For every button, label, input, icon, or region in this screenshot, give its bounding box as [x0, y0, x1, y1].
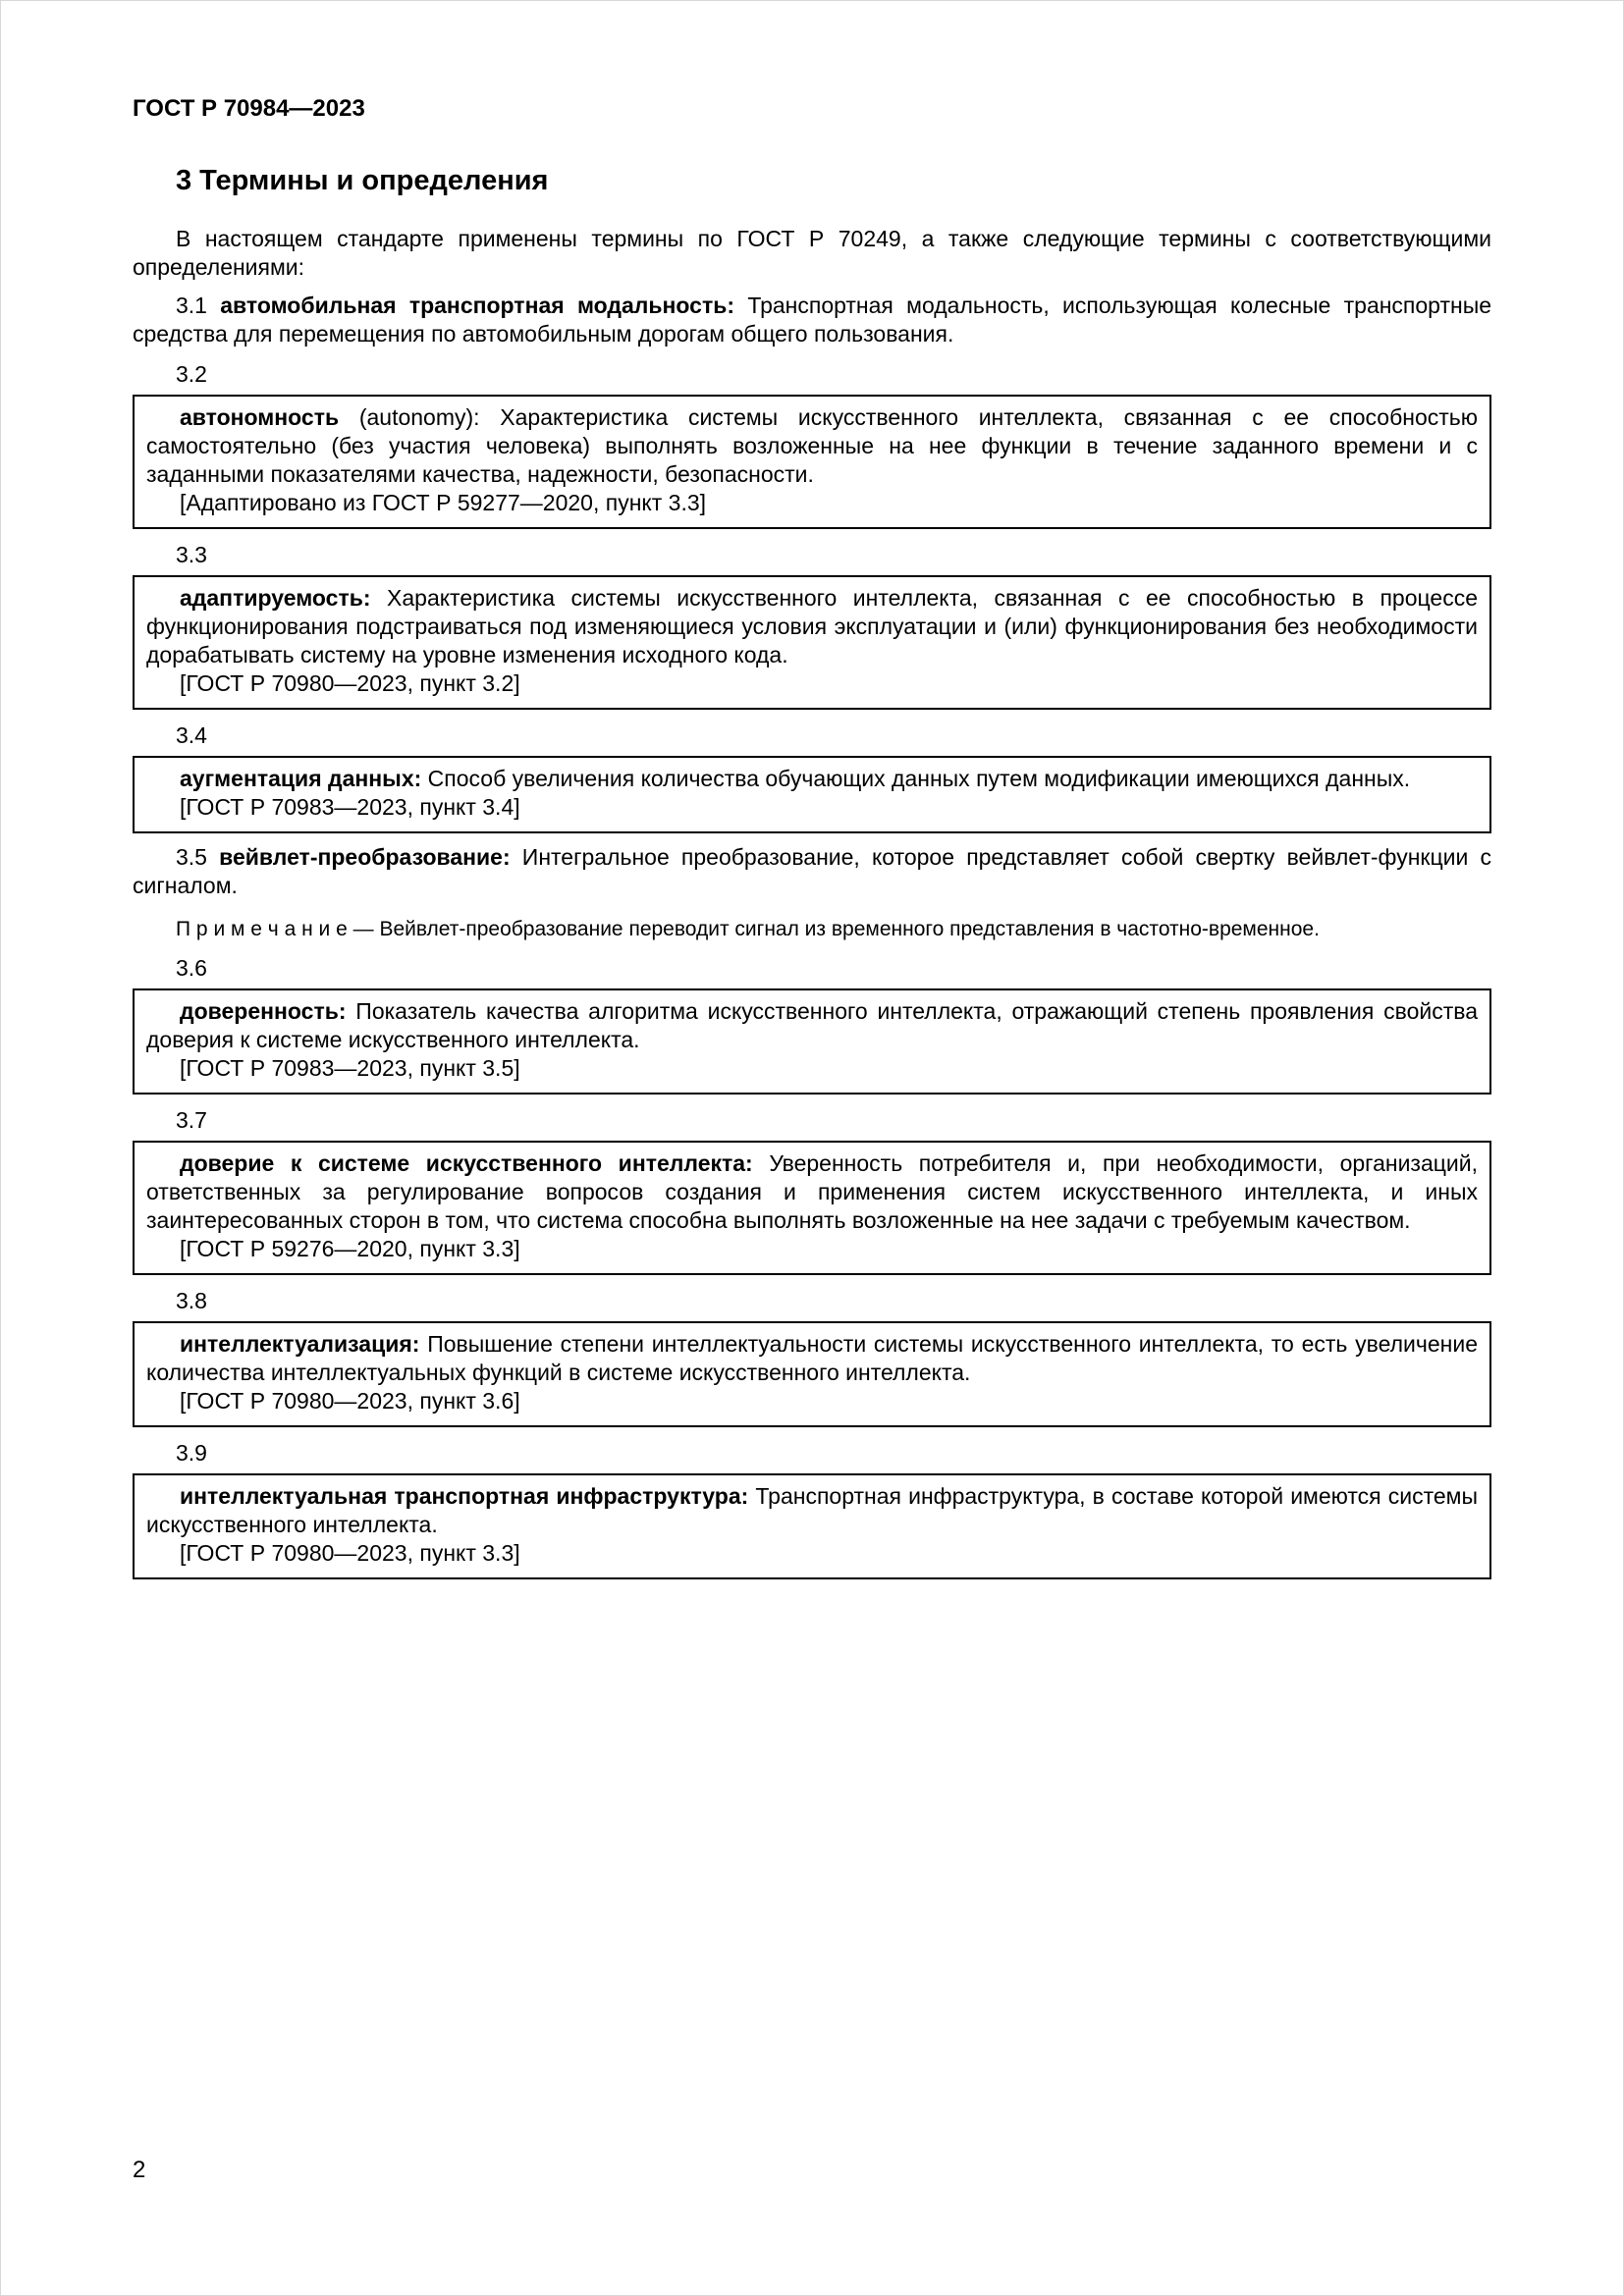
doc-number-header: ГОСТ Р 70984—2023: [133, 95, 365, 122]
definition-box-3-9: [133, 1473, 1491, 1579]
term-definition: Повышение степени интеллектуальности системы искусственного интеллекта, то есть увеличение количества интеллектуальных функций в системе искусственного интеллекта.: [146, 1331, 1479, 1385]
term-number: 3.1: [176, 293, 207, 318]
boxed-term-paragraph: [146, 1482, 1478, 1539]
term-name: аугментация данных:: [180, 766, 422, 791]
term-definition: Показатель качества алгоритма искусственного интеллекта, отражающий степень проявления свойства доверия к системе искусственного интеллекта.: [146, 998, 1478, 1052]
term-name: автономность: [180, 404, 340, 430]
term-name: интеллектуальная транспортная инфраструктура:: [180, 1483, 749, 1509]
term-number-3-7: 3.7: [176, 1107, 207, 1133]
term-number-3-2: 3.2: [176, 361, 207, 387]
term-definition: Интегральное преобразование, которое представляет собой свертку вейвлет-функции с сигналом.: [133, 844, 1492, 898]
term-paragraph-3-5: [133, 843, 1491, 900]
term-number-3-9: 3.9: [176, 1440, 207, 1466]
term-number-3-8: 3.8: [176, 1288, 207, 1313]
definition-box-3-6: [133, 988, 1491, 1095]
note-paragraph: [133, 916, 1491, 942]
section-title: 3 Термины и определения: [176, 165, 549, 196]
term-name: вейвлет-преобразование:: [219, 844, 511, 870]
boxed-term-paragraph: [146, 403, 1478, 489]
term-definition: Транспортная модальность, использующая колесные транспортные средства для перемещения по автомобильным дорогам общего пользования.: [133, 293, 1492, 347]
boxed-term-paragraph: [146, 997, 1478, 1054]
term-definition: Способ увеличения количества обучающих данных путем модификации имеющихся данных.: [427, 766, 1411, 791]
term-source: [ГОСТ Р 70980—2023, пункт 3.2]: [180, 670, 520, 696]
term-number-3-6: 3.6: [176, 955, 207, 981]
term-definition: Характеристика системы искусственного интеллекта, связанная с ее способностью в процессе функционирования подстраиваться под изменяющиеся условия эксплуатации и (или) функционирования без необходимости дорабатывать систему на уровне изменения исходного кода.: [146, 585, 1478, 667]
term-source: [ГОСТ Р 59276—2020, пункт 3.3]: [180, 1236, 520, 1261]
term-number-3-3: 3.3: [176, 542, 207, 567]
boxed-term-paragraph: [146, 1149, 1478, 1235]
term-definition: (autonomy): Характеристика системы искусственного интеллекта, связанная с ее способностью самостоятельно (без участия человека) выполнять возложенные на нее функции в течение заданного времени и с заданными показателями качества, надежности, безопасности.: [146, 404, 1479, 487]
term-name: доверие к системе искусственного интеллекта:: [180, 1150, 753, 1176]
term-name: автомобильная транспортная модальность:: [220, 293, 735, 318]
boxed-term-paragraph: [146, 765, 1478, 793]
page-number: 2: [133, 2157, 146, 2183]
definition-box-3-4: [133, 756, 1491, 833]
definition-box-3-3: [133, 575, 1491, 710]
term-source: [Адаптировано из ГОСТ Р 59277—2020, пункт 3.3]: [180, 490, 707, 515]
intro-paragraph: В настоящем стандарте применены термины по ГОСТ Р 70249, а также следующие термины с соответствующими определениями:: [133, 226, 1491, 280]
term-name: адаптируемость:: [180, 585, 371, 611]
term-source: [ГОСТ Р 70980—2023, пункт 3.3]: [180, 1540, 520, 1566]
term-definition: Уверенность потребителя и, при необходимости, организаций, ответственных за регулирование вопросов создания и применения систем искусственного интеллекта, и иных заинтересованных сторон в том, что система способна выполнять возложенные на нее задачи с требуемым качеством.: [146, 1150, 1479, 1233]
boxed-term-paragraph: [146, 584, 1478, 669]
definition-box-3-2: [133, 395, 1491, 529]
term-number: 3.5: [176, 844, 207, 870]
term-paragraph-3-1: [133, 292, 1491, 348]
note-label: П р и м е ч а н и е —: [176, 918, 374, 940]
term-source: [ГОСТ Р 70983—2023, пункт 3.4]: [180, 794, 520, 820]
term-name: интеллектуализация:: [180, 1331, 420, 1357]
boxed-term-paragraph: [146, 1330, 1478, 1387]
term-source: [ГОСТ Р 70980—2023, пункт 3.6]: [180, 1388, 520, 1414]
term-name: доверенность:: [180, 998, 347, 1024]
definition-box-3-7: [133, 1141, 1491, 1275]
term-source: [ГОСТ Р 70983—2023, пункт 3.5]: [180, 1055, 520, 1081]
term-number-3-4: 3.4: [176, 722, 207, 748]
term-definition: Транспортная инфраструктура, в составе которой имеются системы искусственного интеллекта.: [146, 1483, 1479, 1537]
note-text: Вейвлет-преобразование переводит сигнал из временного представления в частотно-временное.: [379, 918, 1320, 940]
definition-box-3-8: [133, 1321, 1491, 1427]
